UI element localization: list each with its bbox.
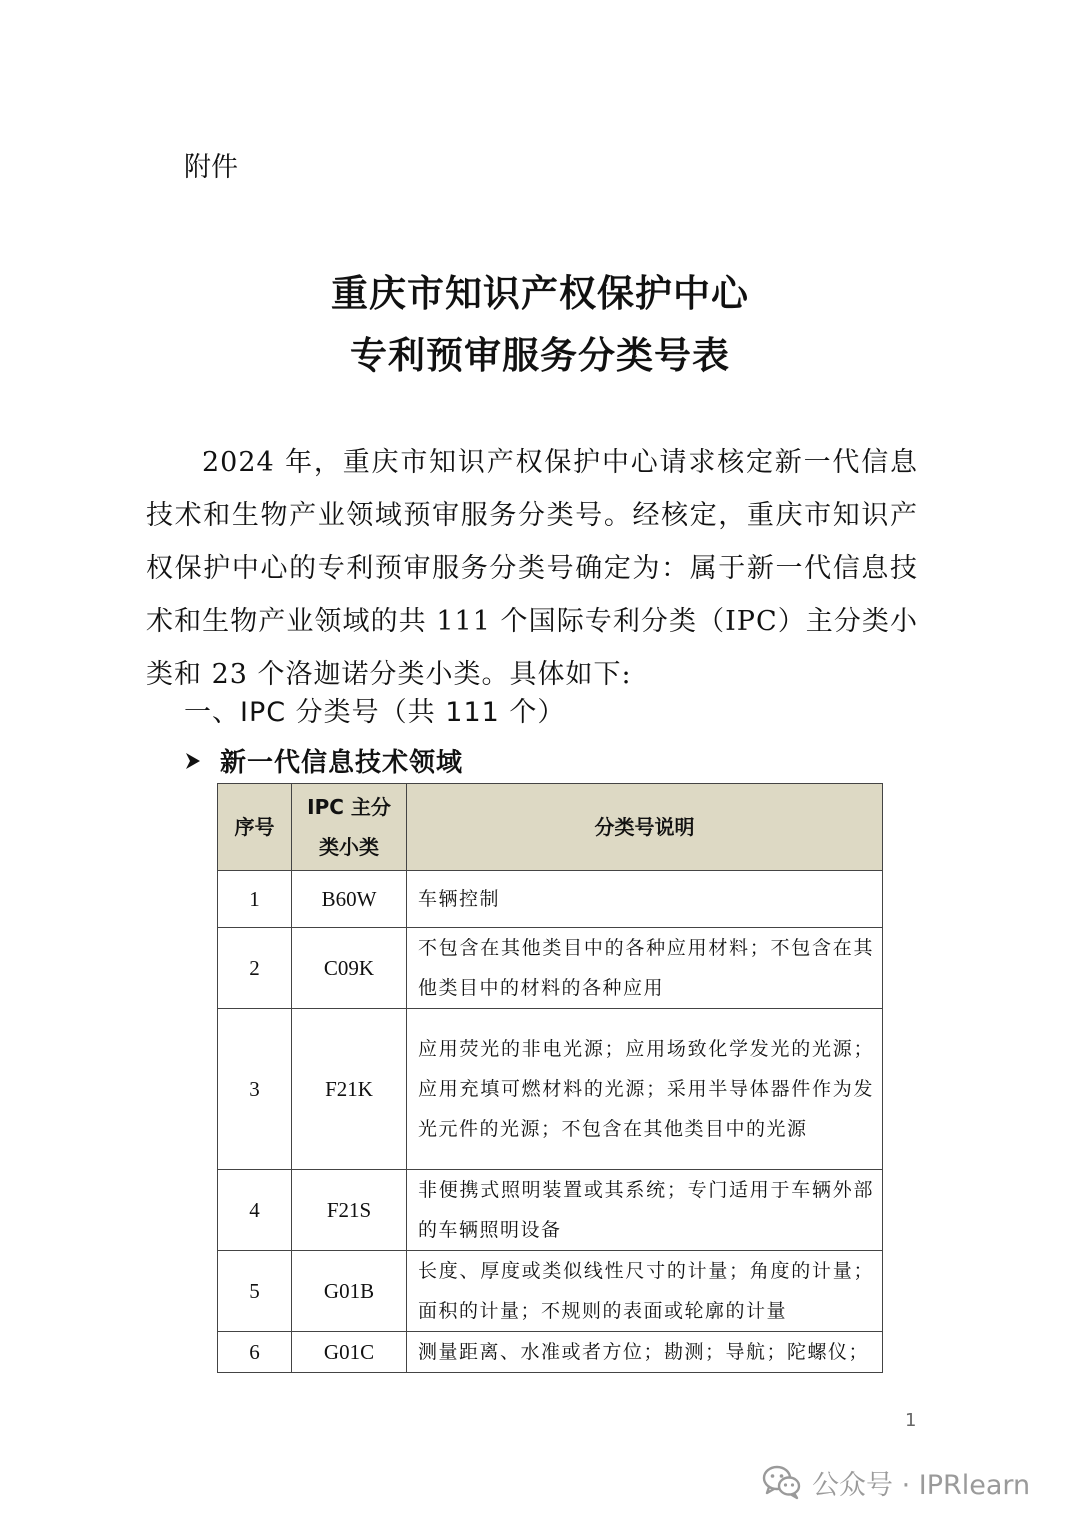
row-ipc-code: G01C	[292, 1332, 407, 1373]
attachment-label: 附件	[184, 152, 238, 183]
subsection-heading	[184, 743, 463, 783]
header-description: 分类号说明	[407, 784, 883, 871]
row-ipc-code: F21K	[292, 1009, 407, 1170]
row-seq: 3	[218, 1009, 292, 1170]
row-seq: 2	[218, 928, 292, 1009]
ipc-classification-table	[217, 783, 883, 1373]
arrow-bullet-icon	[184, 743, 202, 783]
watermark	[762, 1460, 1030, 1504]
row-seq: 4	[218, 1170, 292, 1251]
table-row	[218, 1332, 883, 1373]
subsection-heading-text: 新一代信息技术领域	[220, 748, 464, 778]
header-ipc-code	[292, 784, 407, 871]
row-description: 非便携式照明装置或其系统；专门适用于车辆外部的车辆照明设备	[407, 1170, 883, 1251]
row-seq: 6	[218, 1332, 292, 1373]
row-ipc-code: F21S	[292, 1170, 407, 1251]
row-seq: 5	[218, 1251, 292, 1332]
wechat-icon	[762, 1464, 802, 1500]
intro-paragraph: 2024 年，重庆市知识产权保护中心请求核定新一代信息技术和生物产业领域预审服务分类号。经核定，重庆市知识产权保护中心的专利预审服务分类号确定为：属于新一代信息技术和生物产业领域的共 111 个国际专利分类（IPC）主分类小类和 23 个洛迦诺分类小类。具体如下:	[146, 447, 918, 690]
header-ipc-code-line2: 类小类	[319, 835, 379, 859]
table-row	[218, 1170, 883, 1251]
table-row	[218, 1009, 883, 1170]
row-description: 不包含在其他类目中的各种应用材料；不包含在其他类目中的材料的各种应用	[407, 928, 883, 1009]
table-row	[218, 1251, 883, 1332]
table-header-row	[218, 784, 883, 871]
row-ipc-code: G01B	[292, 1251, 407, 1332]
row-ipc-code: B60W	[292, 871, 407, 928]
table-row	[218, 871, 883, 928]
document-title-line2: 专利预审服务分类号表	[350, 333, 730, 377]
watermark-text: 公众号 · IPRlearn	[812, 1469, 1031, 1501]
table-row	[218, 928, 883, 1009]
row-description: 车辆控制	[407, 871, 883, 928]
page-number: 1	[905, 1410, 917, 1431]
row-ipc-code: C09K	[292, 928, 407, 1009]
row-description: 长度、厚度或类似线性尺寸的计量；角度的计量；面积的计量；不规则的表面或轮廓的计量	[407, 1251, 883, 1332]
header-ipc-code-line1: IPC 主分	[307, 795, 391, 819]
row-description: 应用荧光的非电光源；应用场致化学发光的光源；应用充填可燃材料的光源；采用半导体器件作为发光元件的光源；不包含在其他类目中的光源	[407, 1009, 883, 1170]
header-seq: 序号	[218, 784, 292, 871]
section-heading: 一、IPC 分类号（共 111 个）	[184, 697, 566, 728]
document-title-line1: 重庆市知识产权保护中心	[331, 271, 749, 315]
row-description: 测量距离、水准或者方位；勘测；导航；陀螺仪；	[407, 1332, 883, 1373]
row-seq: 1	[218, 871, 292, 928]
